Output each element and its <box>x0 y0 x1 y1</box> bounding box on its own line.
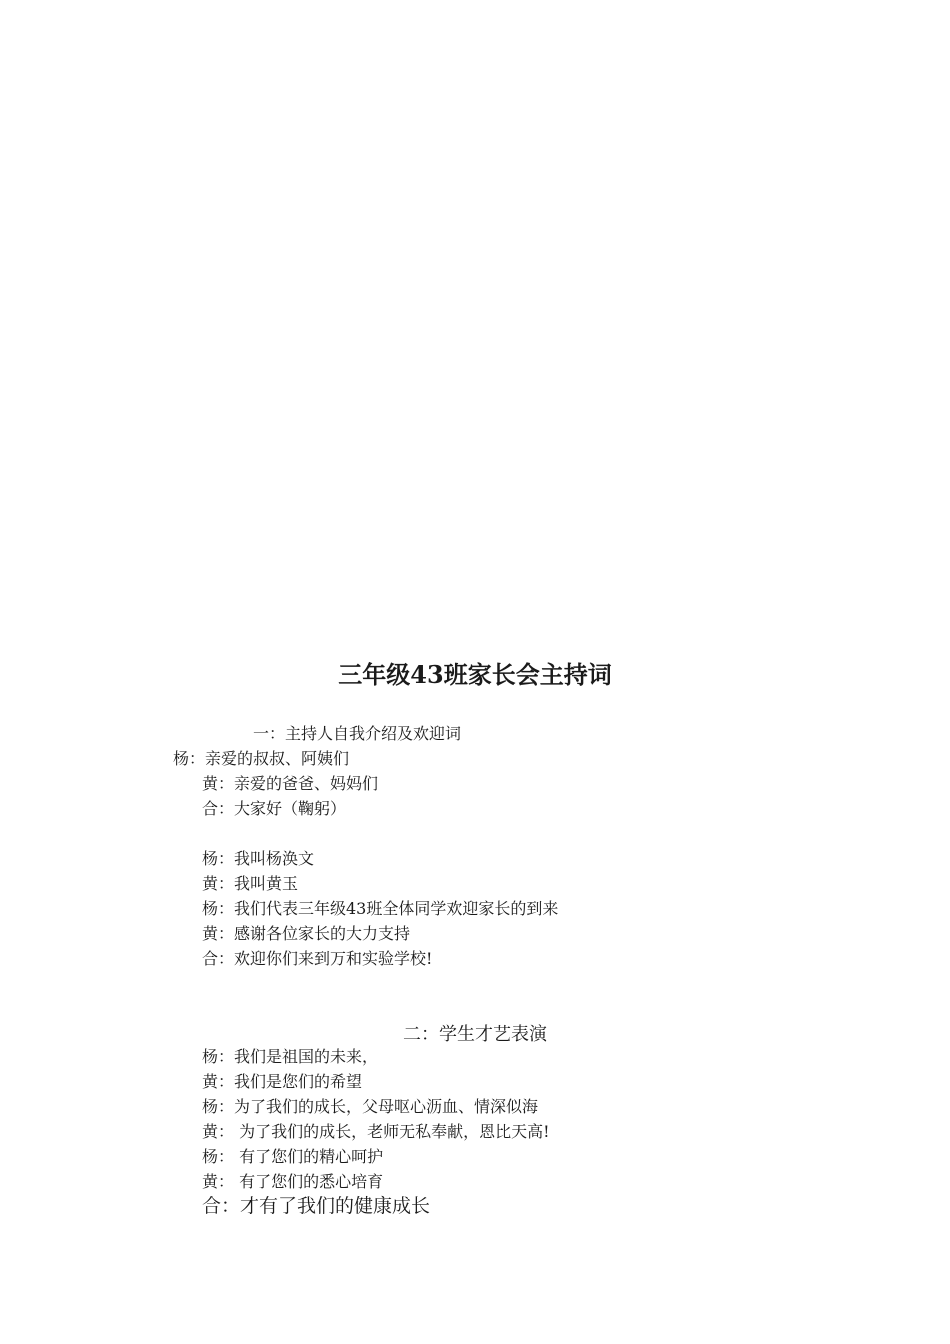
dialogue-line: 杨：我们是祖国的未来， <box>202 1047 379 1066</box>
section-1-heading: 一：主持人自我介绍及欢迎词 <box>253 724 462 743</box>
dialogue-line: 杨：亲爱的叔叔、阿姨们 <box>173 749 350 768</box>
dialogue-line: 黄：我叫黄玉 <box>202 874 299 893</box>
dialogue-line: 杨：为了我们的成长，父母呕心沥血、情深似海 <box>202 1097 539 1116</box>
dialogue-line: 黄： 为了我们的成长，老师无私奉献，恩比天高! <box>202 1122 550 1141</box>
dialogue-line: 黄：感谢各位家长的大力支持 <box>202 924 411 943</box>
dialogue-line: 黄：亲爱的爸爸、妈妈们 <box>202 774 379 793</box>
dialogue-line: 黄： 有了您们的悉心培育 <box>202 1172 384 1191</box>
document-title: 三年级43班家长会主持词 <box>338 660 612 689</box>
dialogue-line: 合：欢迎你们来到万和实验学校! <box>202 949 433 968</box>
section-2-heading: 二：学生才艺表演 <box>403 1024 547 1045</box>
dialogue-line: 杨：我叫杨涣文 <box>202 849 315 868</box>
dialogue-line: 黄：我们是您们的希望 <box>202 1072 363 1091</box>
dialogue-line: 杨：我们代表三年级43班全体同学欢迎家长的到来 <box>202 899 559 918</box>
dialogue-line: 合：大家好（鞠躬） <box>202 799 347 818</box>
dialogue-line: 杨： 有了您们的精心呵护 <box>202 1147 384 1166</box>
dialogue-line: 合：才有了我们的健康成长 <box>202 1195 431 1217</box>
